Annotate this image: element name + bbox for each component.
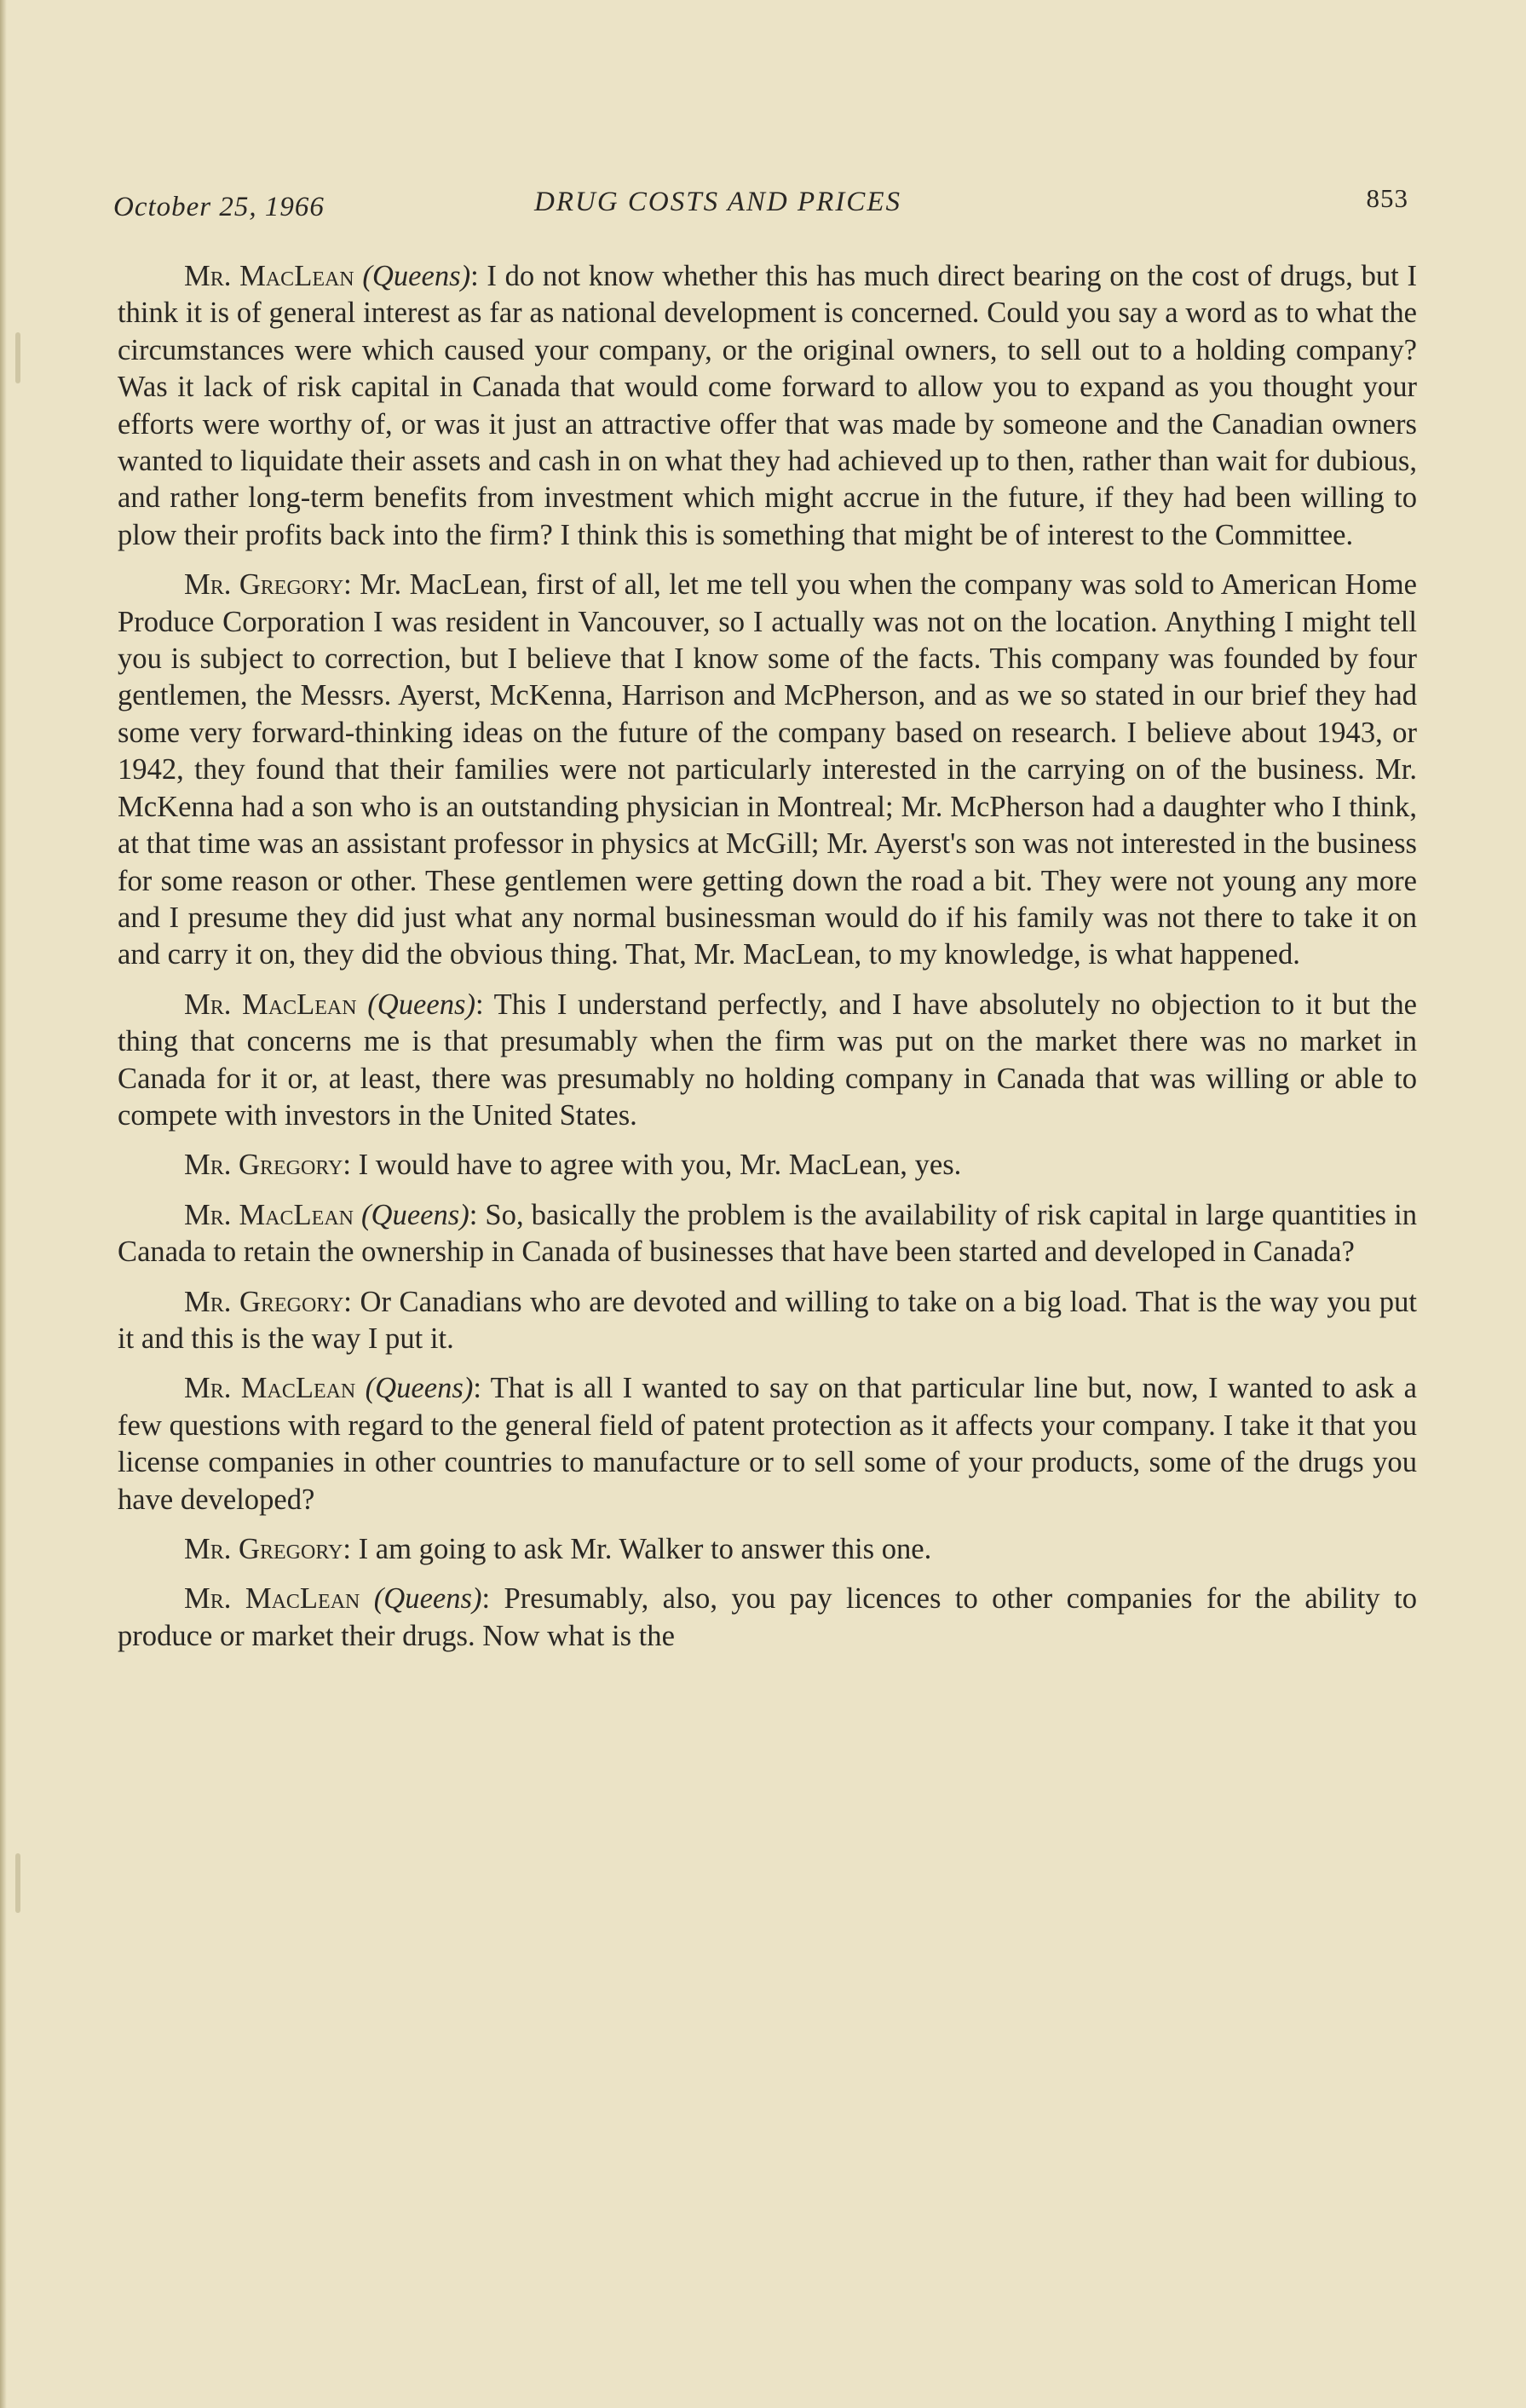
paragraph (118, 1284, 1417, 1358)
speaker-name: Mr. MacLean (184, 988, 357, 1021)
paragraph-text: : This I understand perfectly, and I have absolutely no objection to it but the thing that concerns me is that presumably when the firm was put on the market there was no market in Canada for it or, at least, there was presumably no holding company in Canada that was willing or able to compete with investors in the United States. (118, 988, 1417, 1132)
speaker-riding: (Queens) (361, 1198, 469, 1231)
paragraph-text: : Mr. MacLean, first of all, let me tell you when the company was sold to American Home Produce Corporation I was resident in Vancouver, so I actually was not on the location. Anything I might tell you is subject to correction, but I believe that I know some of the facts. This company was founded by four gentlemen, the Messrs. Ayerst, McKenna, Harrison and McPherson, and as we so stated in our brief they had some very forward-thinking ideas on the future of the company based on research. I believe about 1943, or 1942, they found that their families were not particularly interested in the carrying on of the business. Mr. McKenna had a son who is an outstanding physician in Montreal; Mr. McPherson had a daughter who I think, at that time was an assistant professor in physics at McGill; Mr. Ayerst's son was not interested in the business for some reason or other. These gentlemen were getting down the road a bit. They were not young any more and I presume they did just what any normal businessman would do if his family was not there to take it on and carry it on, they did the obvious thing. That, Mr. MacLean, to my knowledge, is what happened. (118, 568, 1417, 971)
speaker-name: Mr. MacLean (184, 1198, 354, 1231)
speaker-name: Mr. MacLean (184, 1582, 360, 1616)
speaker-name: Mr. Gregory (184, 1149, 343, 1182)
paragraph-text: : I do not know whether this has much direct bearing on the cost of drugs, but I think it is of general interest as far as national development is concerned. Could you say a word as to what the circumstances were which caused your company, or the original owners, to sell out to a holding company? Was it lack of risk capital in Canada that would come forward to allow you to expand as you thought your efforts were worthy of, or was it just an attractive offer that was made by someone and the Canadian owners wanted to liquidate their assets and cash in on what they had achieved up to then, rather than wait for dubious, and rather long-term benefits from investment which might accrue in the future, if they had been willing to plow their profits back into the firm? I think this is something that might be of interest to the Committee. (118, 260, 1417, 551)
paragraph (118, 1531, 1417, 1568)
speaker-name: Mr. Gregory (184, 1285, 344, 1318)
paragraph (118, 258, 1417, 554)
page-binding-edge (0, 0, 7, 2408)
speaker-name: Mr. MacLean (184, 260, 354, 292)
margin-mark (15, 332, 20, 383)
speaker-riding: (Queens) (365, 1372, 474, 1405)
transcript-body (118, 258, 1417, 1668)
speaker-riding: (Queens) (362, 260, 471, 292)
speaker-riding: (Queens) (367, 988, 476, 1021)
speaker-riding: (Queens) (373, 1582, 482, 1616)
paragraph (118, 1147, 1417, 1184)
margin-mark (15, 1853, 20, 1913)
speaker-name: Mr. Gregory (184, 1533, 343, 1565)
speaker-name: Mr. MacLean (184, 1372, 356, 1405)
paragraph (118, 1581, 1417, 1655)
header-title: DRUG COSTS AND PRICES (534, 187, 901, 217)
paragraph (118, 987, 1417, 1135)
paragraph-text: : I am going to ask Mr. Walker to answer this one. (343, 1533, 932, 1565)
running-header (113, 183, 1408, 226)
header-date: October 25, 1966 (113, 192, 325, 222)
page-number: 853 (1366, 183, 1408, 213)
paragraph-text: : Presumably, also, you pay licences to other companies for the ability to produce or market their drugs. Now what is the (118, 1582, 1417, 1652)
paragraph-text: : That is all I wanted to say on that particular line but, now, I wanted to ask a few questions with regard to the general field of patent protection as it affects your company. I take it that you license companies in other countries to manufacture or to sell some of your products, some of the drugs you have developed? (118, 1372, 1417, 1516)
speaker-name: Mr. Gregory (184, 568, 344, 602)
paragraph-text: : So, basically the problem is the availability of risk capital in large quantities in Canada to retain the ownership in Canada of businesses that have been started and developed in Canada? (118, 1198, 1417, 1269)
paragraph-text: : I would have to agree with you, Mr. MacLean, yes. (343, 1149, 962, 1182)
paragraph (118, 567, 1417, 973)
paragraph (118, 1370, 1417, 1518)
paragraph-text: : Or Canadians who are devoted and willing to take on a big load. That is the way you put it and this is the way I put it. (118, 1285, 1417, 1355)
paragraph (118, 1197, 1417, 1271)
